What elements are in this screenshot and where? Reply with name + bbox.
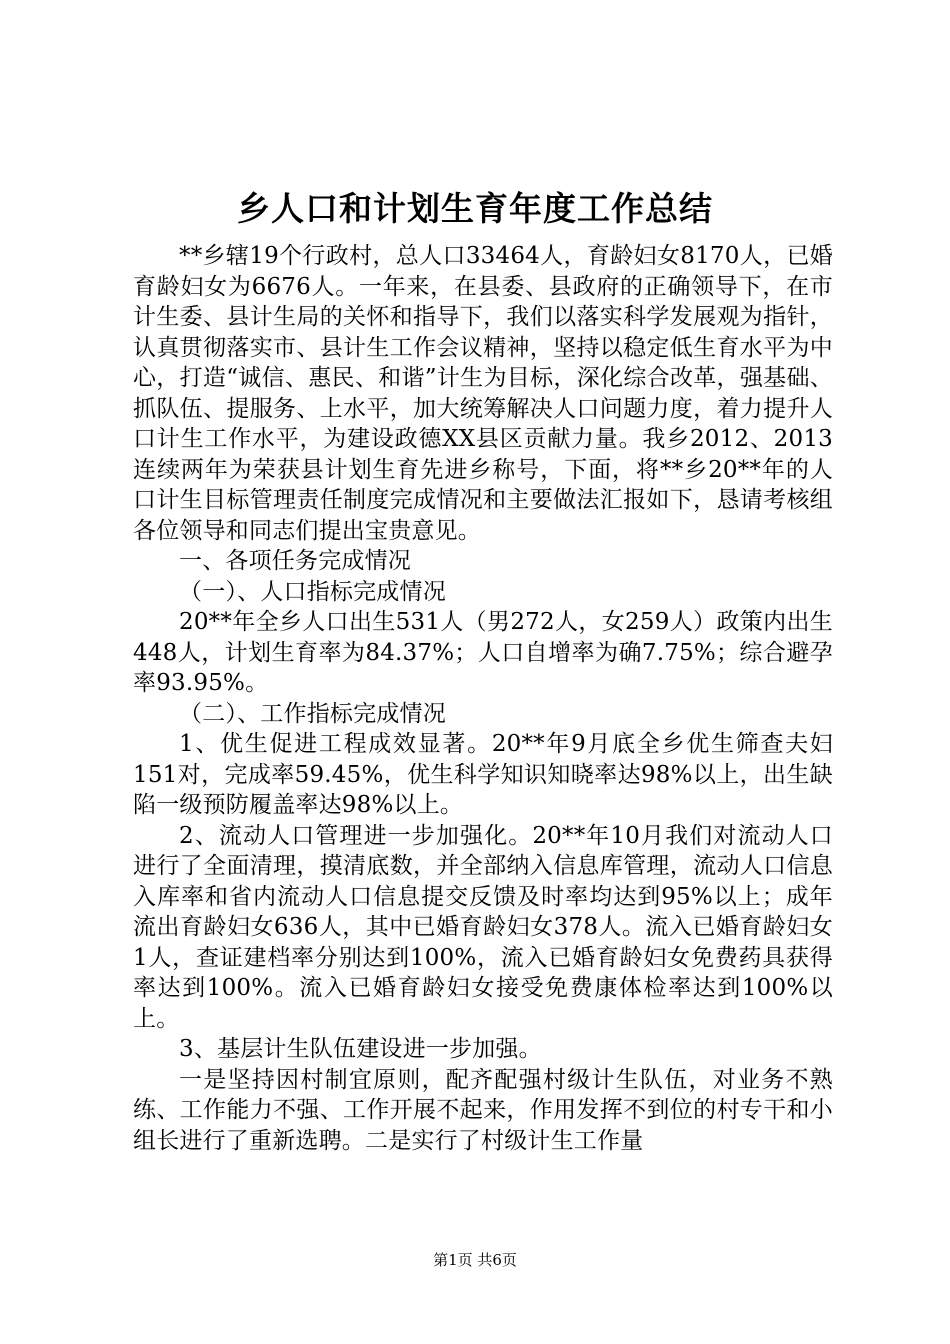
paragraph-item-2: 2、流动人口管理进一步加强化。20**年10月我们对流动人口进行了全面清理，摸清底数，并全部纳入信息库管理，流动人口信息入库率和省内流动人口信息提交反馈及时率均达到95%以上；成年流出育龄妇女636人，其中已婚育龄妇女378人。流入已婚育龄妇女1人，查证建档率分别达到100%，流入已婚育龄妇女免费药具获得率达到100%。流入已婚育龄妇女接受免费康体检率达到100%以上。 — [133, 822, 833, 1032]
subsection-heading-1: （一）、人口指标完成情况 — [179, 578, 446, 605]
page-footer: 第1页 共6页 — [433, 1251, 517, 1269]
paragraph-population: 20**年全乡人口出生531人（男272人，女259人）政策内出生448人，计划生育率为84.37%；人口自增率为确7.75%；综合避孕率93.95%。 — [133, 609, 833, 696]
paragraph-intro: **乡辖19个行政村，总人口33464人，育龄妇女8170人，已婚育龄妇女为6676人。一年来，在县委、县政府的正确领导下，在市计生委、县计生局的关怀和指导下，我们以落实科学发展观为指针，认真贯彻落实市、县计生工作会议精神，坚持以稳定低生育水平为中心，打造“诚信、惠民、和谐”计生为目标，深化综合改革，强基础、抓队伍、提服务、上水平，加大统筹解决人口问题力度，着力提升人口计生工作水平，为建设政德XX县区贡献力量。我乡2012、2013连续两年为荣获县计划生育先进乡称号，下面，将**乡20**年的人口计生目标管理责任制度完成情况和主要做法汇报如下，恳请考核组各位领导和同志们提出宝贵意见。 — [133, 243, 833, 544]
paragraph-item-1: 1、优生促进工程成效显著。20**年9月底全乡优生筛查夫妇151对，完成率59.45%，优生科学知识知晓率达98%以上，出生缺陷一级预防履盖率达98%以上。 — [133, 731, 833, 818]
document-body — [133, 241, 833, 1156]
paragraph-item-3: 3、基层计生队伍建设进一步加强。 — [179, 1036, 542, 1062]
subsection-heading-2: （二）、工作指标完成情况 — [179, 700, 446, 727]
document-title: 乡人口和计划生育年度工作总结 — [237, 189, 713, 228]
paragraph-item-3-detail: 一是坚持因村制宜原则，配齐配强村级计生队伍，对业务不熟练、工作能力不强、工作开展不起来，作用发挥不到位的村专干和小组长进行了重新选聘。二是实行了村级计生工作量 — [133, 1066, 833, 1154]
section-heading-1: 一、各项任务完成情况 — [179, 548, 411, 574]
